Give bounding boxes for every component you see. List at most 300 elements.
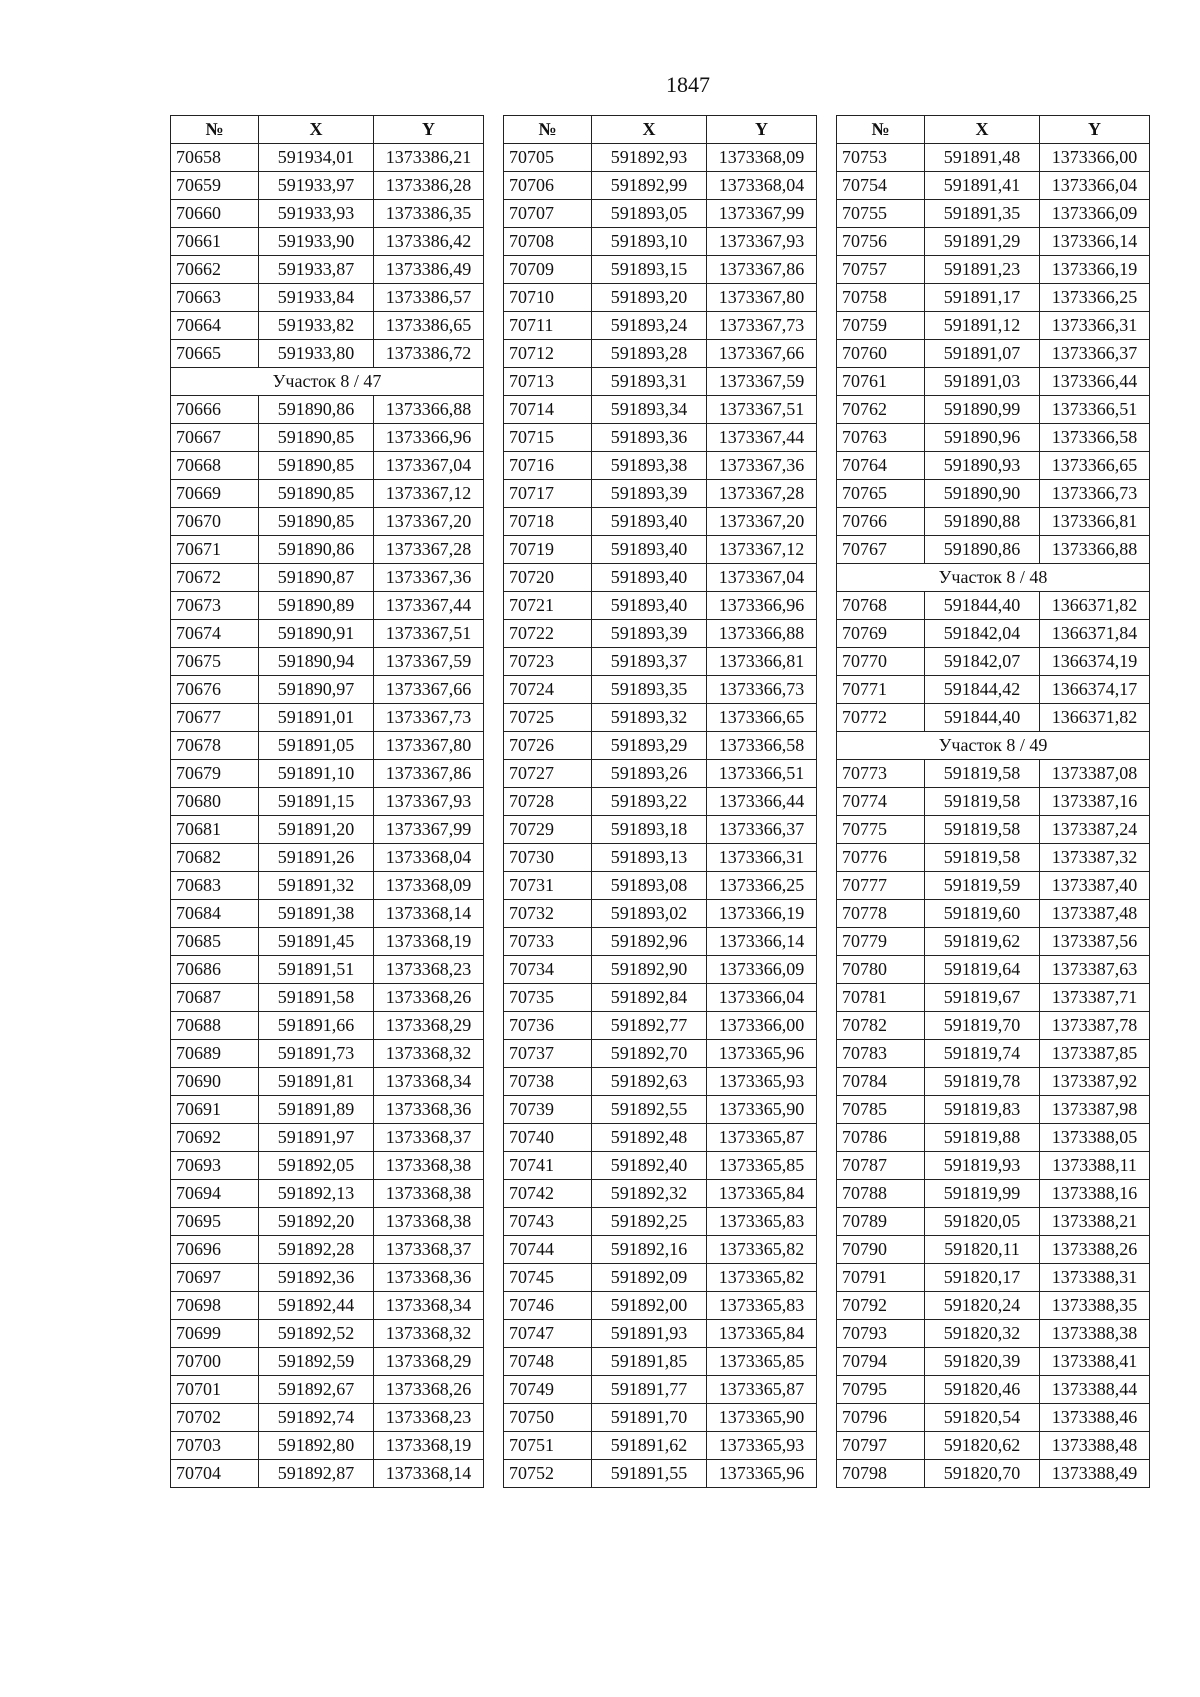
x-coordinate: 591819,78 xyxy=(925,1068,1040,1096)
y-coordinate: 1366374,19 xyxy=(1040,648,1150,676)
y-coordinate: 1373368,32 xyxy=(374,1040,484,1068)
table-row xyxy=(837,620,1150,648)
point-number: 70756 xyxy=(837,228,925,256)
table-row xyxy=(171,1124,484,1152)
point-number: 70722 xyxy=(504,620,592,648)
table-row xyxy=(504,816,817,844)
table-row xyxy=(171,1264,484,1292)
y-coordinate: 1373366,19 xyxy=(707,900,817,928)
y-coordinate: 1373367,12 xyxy=(707,536,817,564)
point-number: 70734 xyxy=(504,956,592,984)
point-number: 70766 xyxy=(837,508,925,536)
x-coordinate: 591820,46 xyxy=(925,1376,1040,1404)
x-coordinate: 591891,15 xyxy=(259,788,374,816)
y-coordinate: 1373388,49 xyxy=(1040,1460,1150,1488)
table-row xyxy=(171,788,484,816)
y-coordinate: 1373365,90 xyxy=(707,1404,817,1432)
y-coordinate: 1373386,42 xyxy=(374,228,484,256)
point-number: 70659 xyxy=(171,172,259,200)
y-coordinate: 1373368,14 xyxy=(374,900,484,928)
x-coordinate: 591933,97 xyxy=(259,172,374,200)
y-coordinate: 1373368,38 xyxy=(374,1208,484,1236)
y-coordinate: 1373367,04 xyxy=(374,452,484,480)
point-number: 70688 xyxy=(171,1012,259,1040)
table-row xyxy=(837,480,1150,508)
point-number: 70715 xyxy=(504,424,592,452)
y-coordinate: 1373366,00 xyxy=(707,1012,817,1040)
point-number: 70709 xyxy=(504,256,592,284)
y-coordinate: 1373388,41 xyxy=(1040,1348,1150,1376)
table-row xyxy=(504,956,817,984)
table-row xyxy=(837,1292,1150,1320)
x-coordinate: 591819,62 xyxy=(925,928,1040,956)
y-coordinate: 1373367,51 xyxy=(707,396,817,424)
table-row xyxy=(504,620,817,648)
point-number: 70729 xyxy=(504,816,592,844)
point-number: 70753 xyxy=(837,144,925,172)
point-number: 70708 xyxy=(504,228,592,256)
y-coordinate: 1373365,93 xyxy=(707,1068,817,1096)
point-number: 70698 xyxy=(171,1292,259,1320)
point-number: 70762 xyxy=(837,396,925,424)
x-coordinate: 591890,99 xyxy=(925,396,1040,424)
y-coordinate: 1373366,00 xyxy=(1040,144,1150,172)
point-number: 70743 xyxy=(504,1208,592,1236)
y-coordinate: 1366371,84 xyxy=(1040,620,1150,648)
y-coordinate: 1373365,90 xyxy=(707,1096,817,1124)
table-row xyxy=(504,200,817,228)
y-coordinate: 1373366,51 xyxy=(1040,396,1150,424)
point-number: 70744 xyxy=(504,1236,592,1264)
point-number: 70789 xyxy=(837,1208,925,1236)
table-row xyxy=(837,704,1150,732)
table-row xyxy=(504,564,817,592)
point-number: 70695 xyxy=(171,1208,259,1236)
table-row xyxy=(837,1348,1150,1376)
section-title: Участок 8 / 49 xyxy=(837,732,1150,760)
point-number: 70673 xyxy=(171,592,259,620)
table-row xyxy=(504,1460,817,1488)
table-row xyxy=(171,928,484,956)
table-row xyxy=(171,1292,484,1320)
table-row xyxy=(504,424,817,452)
x-coordinate: 591893,18 xyxy=(592,816,707,844)
point-number: 70792 xyxy=(837,1292,925,1320)
y-coordinate: 1373387,08 xyxy=(1040,760,1150,788)
x-coordinate: 591891,38 xyxy=(259,900,374,928)
table-row xyxy=(504,228,817,256)
y-coordinate: 1373366,14 xyxy=(1040,228,1150,256)
x-coordinate: 591892,77 xyxy=(592,1012,707,1040)
point-number: 70741 xyxy=(504,1152,592,1180)
y-coordinate: 1373388,44 xyxy=(1040,1376,1150,1404)
table-row xyxy=(171,956,484,984)
table-row xyxy=(837,508,1150,536)
y-coordinate: 1373366,19 xyxy=(1040,256,1150,284)
y-coordinate: 1373366,31 xyxy=(1040,312,1150,340)
point-number: 70701 xyxy=(171,1376,259,1404)
y-coordinate: 1373368,09 xyxy=(707,144,817,172)
x-coordinate: 591890,93 xyxy=(925,452,1040,480)
x-coordinate: 591890,88 xyxy=(925,508,1040,536)
y-coordinate: 1373368,29 xyxy=(374,1348,484,1376)
table-row xyxy=(171,536,484,564)
point-number: 70772 xyxy=(837,704,925,732)
y-coordinate: 1373366,88 xyxy=(374,396,484,424)
x-coordinate: 591893,36 xyxy=(592,424,707,452)
table-row xyxy=(504,340,817,368)
point-number: 70786 xyxy=(837,1124,925,1152)
point-number: 70748 xyxy=(504,1348,592,1376)
x-coordinate: 591819,58 xyxy=(925,788,1040,816)
y-coordinate: 1373368,26 xyxy=(374,984,484,1012)
point-number: 70750 xyxy=(504,1404,592,1432)
x-coordinate: 591893,08 xyxy=(592,872,707,900)
x-coordinate: 591892,67 xyxy=(259,1376,374,1404)
y-coordinate: 1366371,82 xyxy=(1040,592,1150,620)
table-row xyxy=(171,1152,484,1180)
point-number: 70788 xyxy=(837,1180,925,1208)
x-coordinate: 591892,59 xyxy=(259,1348,374,1376)
x-coordinate: 591933,90 xyxy=(259,228,374,256)
point-number: 70759 xyxy=(837,312,925,340)
table-row xyxy=(171,900,484,928)
point-number: 70782 xyxy=(837,1012,925,1040)
table-row xyxy=(837,956,1150,984)
x-coordinate: 591891,05 xyxy=(259,732,374,760)
point-number: 70676 xyxy=(171,676,259,704)
y-coordinate: 1373368,38 xyxy=(374,1180,484,1208)
header-x: X xyxy=(259,116,374,144)
y-coordinate: 1373386,57 xyxy=(374,284,484,312)
table-row xyxy=(171,1460,484,1488)
point-number: 70666 xyxy=(171,396,259,424)
y-coordinate: 1373366,37 xyxy=(1040,340,1150,368)
x-coordinate: 591891,48 xyxy=(925,144,1040,172)
table-row xyxy=(504,676,817,704)
section-title: Участок 8 / 47 xyxy=(171,368,484,396)
table-row xyxy=(504,1236,817,1264)
table-row xyxy=(504,368,817,396)
point-number: 70776 xyxy=(837,844,925,872)
point-number: 70726 xyxy=(504,732,592,760)
table-row xyxy=(837,368,1150,396)
x-coordinate: 591820,11 xyxy=(925,1236,1040,1264)
y-coordinate: 1373367,44 xyxy=(374,592,484,620)
table-row xyxy=(504,1404,817,1432)
x-coordinate: 591890,85 xyxy=(259,508,374,536)
point-number: 70736 xyxy=(504,1012,592,1040)
y-coordinate: 1373365,87 xyxy=(707,1376,817,1404)
point-number: 70794 xyxy=(837,1348,925,1376)
table-row xyxy=(171,144,484,172)
x-coordinate: 591819,58 xyxy=(925,760,1040,788)
point-number: 70667 xyxy=(171,424,259,452)
y-coordinate: 1373386,49 xyxy=(374,256,484,284)
point-number: 70699 xyxy=(171,1320,259,1348)
y-coordinate: 1373365,84 xyxy=(707,1180,817,1208)
y-coordinate: 1373367,99 xyxy=(707,200,817,228)
x-coordinate: 591893,40 xyxy=(592,508,707,536)
y-coordinate: 1373387,98 xyxy=(1040,1096,1150,1124)
table-row xyxy=(837,1236,1150,1264)
point-number: 70720 xyxy=(504,564,592,592)
point-number: 70682 xyxy=(171,844,259,872)
table-row xyxy=(504,144,817,172)
x-coordinate: 591890,89 xyxy=(259,592,374,620)
point-number: 70731 xyxy=(504,872,592,900)
x-coordinate: 591891,01 xyxy=(259,704,374,732)
table-row xyxy=(171,228,484,256)
point-number: 70764 xyxy=(837,452,925,480)
y-coordinate: 1373368,37 xyxy=(374,1236,484,1264)
point-number: 70780 xyxy=(837,956,925,984)
table-row xyxy=(504,1152,817,1180)
table-row xyxy=(171,1068,484,1096)
x-coordinate: 591893,22 xyxy=(592,788,707,816)
table-row xyxy=(504,900,817,928)
y-coordinate: 1373366,31 xyxy=(707,844,817,872)
y-coordinate: 1373368,19 xyxy=(374,928,484,956)
y-coordinate: 1373367,36 xyxy=(374,564,484,592)
x-coordinate: 591893,24 xyxy=(592,312,707,340)
point-number: 70760 xyxy=(837,340,925,368)
y-coordinate: 1373388,21 xyxy=(1040,1208,1150,1236)
y-coordinate: 1373367,73 xyxy=(707,312,817,340)
x-coordinate: 591891,93 xyxy=(592,1320,707,1348)
x-coordinate: 591892,80 xyxy=(259,1432,374,1460)
point-number: 70678 xyxy=(171,732,259,760)
table-row xyxy=(837,1180,1150,1208)
point-number: 70704 xyxy=(171,1460,259,1488)
table-row xyxy=(171,564,484,592)
x-coordinate: 591819,64 xyxy=(925,956,1040,984)
point-number: 70724 xyxy=(504,676,592,704)
table-row xyxy=(504,704,817,732)
point-number: 70691 xyxy=(171,1096,259,1124)
table-row xyxy=(171,872,484,900)
x-coordinate: 591933,93 xyxy=(259,200,374,228)
x-coordinate: 591893,20 xyxy=(592,284,707,312)
y-coordinate: 1373366,25 xyxy=(1040,284,1150,312)
point-number: 70719 xyxy=(504,536,592,564)
x-coordinate: 591819,59 xyxy=(925,872,1040,900)
x-coordinate: 591892,48 xyxy=(592,1124,707,1152)
y-coordinate: 1373368,23 xyxy=(374,1404,484,1432)
point-number: 70711 xyxy=(504,312,592,340)
y-coordinate: 1373366,88 xyxy=(1040,536,1150,564)
x-coordinate: 591893,31 xyxy=(592,368,707,396)
table-row xyxy=(504,648,817,676)
table-row xyxy=(171,592,484,620)
y-coordinate: 1373366,51 xyxy=(707,760,817,788)
point-number: 70765 xyxy=(837,480,925,508)
point-number: 70738 xyxy=(504,1068,592,1096)
y-coordinate: 1373387,85 xyxy=(1040,1040,1150,1068)
table-row xyxy=(837,900,1150,928)
y-coordinate: 1373366,04 xyxy=(707,984,817,1012)
x-coordinate: 591892,13 xyxy=(259,1180,374,1208)
table-row xyxy=(171,452,484,480)
x-coordinate: 591933,87 xyxy=(259,256,374,284)
table-row xyxy=(171,648,484,676)
table-header-row xyxy=(504,116,817,144)
point-number: 70669 xyxy=(171,480,259,508)
y-coordinate: 1373368,23 xyxy=(374,956,484,984)
table-row xyxy=(837,788,1150,816)
point-number: 70681 xyxy=(171,816,259,844)
point-number: 70798 xyxy=(837,1460,925,1488)
y-coordinate: 1373368,26 xyxy=(374,1376,484,1404)
x-coordinate: 591842,07 xyxy=(925,648,1040,676)
x-coordinate: 591819,60 xyxy=(925,900,1040,928)
table-row xyxy=(837,312,1150,340)
table-row xyxy=(504,1292,817,1320)
point-number: 70739 xyxy=(504,1096,592,1124)
table-row xyxy=(504,172,817,200)
table-row xyxy=(171,1432,484,1460)
point-number: 70718 xyxy=(504,508,592,536)
table-row xyxy=(171,508,484,536)
point-number: 70662 xyxy=(171,256,259,284)
x-coordinate: 591891,77 xyxy=(592,1376,707,1404)
point-number: 70785 xyxy=(837,1096,925,1124)
point-number: 70696 xyxy=(171,1236,259,1264)
y-coordinate: 1373387,32 xyxy=(1040,844,1150,872)
x-coordinate: 591891,81 xyxy=(259,1068,374,1096)
table-row xyxy=(837,1264,1150,1292)
table-row xyxy=(171,1012,484,1040)
table-row xyxy=(837,1012,1150,1040)
point-number: 70706 xyxy=(504,172,592,200)
x-coordinate: 591891,32 xyxy=(259,872,374,900)
x-coordinate: 591892,40 xyxy=(592,1152,707,1180)
table-row xyxy=(504,1040,817,1068)
point-number: 70758 xyxy=(837,284,925,312)
x-coordinate: 591934,01 xyxy=(259,144,374,172)
x-coordinate: 591893,39 xyxy=(592,480,707,508)
x-coordinate: 591893,40 xyxy=(592,564,707,592)
point-number: 70707 xyxy=(504,200,592,228)
section-row xyxy=(837,732,1150,760)
y-coordinate: 1373367,93 xyxy=(707,228,817,256)
point-number: 70752 xyxy=(504,1460,592,1488)
x-coordinate: 591844,40 xyxy=(925,592,1040,620)
x-coordinate: 591893,26 xyxy=(592,760,707,788)
x-coordinate: 591820,05 xyxy=(925,1208,1040,1236)
x-coordinate: 591891,20 xyxy=(259,816,374,844)
point-number: 70783 xyxy=(837,1040,925,1068)
table-row xyxy=(171,480,484,508)
x-coordinate: 591891,73 xyxy=(259,1040,374,1068)
table-row xyxy=(171,1040,484,1068)
x-coordinate: 591893,40 xyxy=(592,592,707,620)
y-coordinate: 1373365,84 xyxy=(707,1320,817,1348)
point-number: 70717 xyxy=(504,480,592,508)
y-coordinate: 1373387,24 xyxy=(1040,816,1150,844)
y-coordinate: 1373388,05 xyxy=(1040,1124,1150,1152)
y-coordinate: 1373388,38 xyxy=(1040,1320,1150,1348)
y-coordinate: 1373367,80 xyxy=(707,284,817,312)
x-coordinate: 591891,41 xyxy=(925,172,1040,200)
point-number: 70796 xyxy=(837,1404,925,1432)
point-number: 70797 xyxy=(837,1432,925,1460)
table-row xyxy=(504,1180,817,1208)
y-coordinate: 1373365,85 xyxy=(707,1348,817,1376)
point-number: 70790 xyxy=(837,1236,925,1264)
header-y: Y xyxy=(707,116,817,144)
x-coordinate: 591892,87 xyxy=(259,1460,374,1488)
x-coordinate: 591842,04 xyxy=(925,620,1040,648)
table-row xyxy=(171,340,484,368)
y-coordinate: 1373367,28 xyxy=(374,536,484,564)
table-row xyxy=(504,1264,817,1292)
x-coordinate: 591891,10 xyxy=(259,760,374,788)
y-coordinate: 1373368,04 xyxy=(374,844,484,872)
point-number: 70663 xyxy=(171,284,259,312)
x-coordinate: 591819,88 xyxy=(925,1124,1040,1152)
table-row xyxy=(504,760,817,788)
x-coordinate: 591933,84 xyxy=(259,284,374,312)
point-number: 70740 xyxy=(504,1124,592,1152)
table-row xyxy=(837,284,1150,312)
x-coordinate: 591891,26 xyxy=(259,844,374,872)
table-row xyxy=(504,872,817,900)
point-number: 70751 xyxy=(504,1432,592,1460)
point-number: 70710 xyxy=(504,284,592,312)
section-row xyxy=(837,564,1150,592)
y-coordinate: 1373367,51 xyxy=(374,620,484,648)
table-row xyxy=(837,200,1150,228)
point-number: 70781 xyxy=(837,984,925,1012)
table-row xyxy=(504,1348,817,1376)
point-number: 70793 xyxy=(837,1320,925,1348)
x-coordinate: 591892,96 xyxy=(592,928,707,956)
point-number: 70693 xyxy=(171,1152,259,1180)
y-coordinate: 1373366,58 xyxy=(1040,424,1150,452)
header-number: № xyxy=(171,116,259,144)
table-row xyxy=(837,928,1150,956)
table-row xyxy=(837,536,1150,564)
point-number: 70683 xyxy=(171,872,259,900)
table-row xyxy=(837,592,1150,620)
y-coordinate: 1373365,83 xyxy=(707,1292,817,1320)
y-coordinate: 1373388,26 xyxy=(1040,1236,1150,1264)
table-row xyxy=(171,844,484,872)
table-body xyxy=(171,144,484,1488)
section-title: Участок 8 / 48 xyxy=(837,564,1150,592)
y-coordinate: 1373368,36 xyxy=(374,1096,484,1124)
point-number: 70747 xyxy=(504,1320,592,1348)
table-row xyxy=(171,172,484,200)
table-row xyxy=(171,760,484,788)
table-body xyxy=(837,144,1150,1488)
x-coordinate: 591820,32 xyxy=(925,1320,1040,1348)
point-number: 70742 xyxy=(504,1180,592,1208)
x-coordinate: 591890,97 xyxy=(259,676,374,704)
y-coordinate: 1373388,16 xyxy=(1040,1180,1150,1208)
x-coordinate: 591819,99 xyxy=(925,1180,1040,1208)
x-coordinate: 591892,28 xyxy=(259,1236,374,1264)
table-row xyxy=(171,1376,484,1404)
y-coordinate: 1373367,36 xyxy=(707,452,817,480)
point-number: 70779 xyxy=(837,928,925,956)
table-row xyxy=(837,1460,1150,1488)
x-coordinate: 591933,80 xyxy=(259,340,374,368)
table-row xyxy=(837,1040,1150,1068)
y-coordinate: 1373366,96 xyxy=(374,424,484,452)
table-row xyxy=(171,200,484,228)
